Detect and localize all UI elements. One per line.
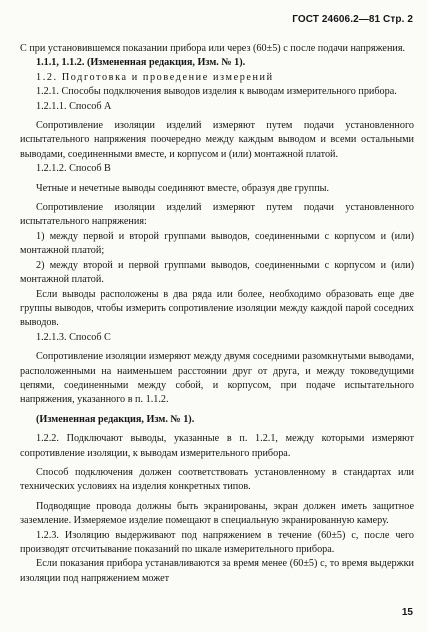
paragraph: Способ подключения должен соответствовать установленному в стандартах или технических условиях на изделия конкретных типов. — [20, 466, 414, 493]
document-body — [20, 42, 414, 586]
paragraph: Если выводы расположены в два ряда или более, необходимо образовать еще две группы выводов, чтобы измерить сопротивление изоляции между каждой парой соседних выводов. — [20, 288, 414, 329]
amendment-note: 1.1.1, 1.1.2. (Измененная редакция, Изм. № 1). — [36, 57, 246, 69]
page-number: 15 — [401, 607, 413, 618]
subsection-heading: 1.2.1.2. Способ В — [36, 163, 111, 175]
amendment-note: (Измененная редакция, Изм. № 1). — [36, 413, 195, 425]
paragraph: 1.2.1. Способы подключения выводов изделия к выводам измерительного прибора. — [36, 86, 397, 98]
subsection-heading: 1.2.1.3. Способ С — [36, 331, 111, 343]
list-item: 2) между второй и первой группами выводов, соединенными с корпусом и (или) монтажной платой. — [20, 259, 414, 286]
paragraph: С при установившемся показании прибора или через (60±5) с после подачи напряжения. — [20, 43, 406, 54]
paragraph: Сопротивление изоляции изделий измеряют путем подачи установленного испытательного напряжения: — [20, 202, 414, 228]
paragraph: Подводящие провода должны быть экранированы, экран должен иметь защитное заземление. Измеряемое изделие помещают в специальную экранированную камеру. — [20, 500, 414, 527]
paragraph: Если показания прибора устанавливаются за время менее (60±5) с, то время выдержки изоляции под напряжением может — [20, 558, 414, 584]
subsection-heading: 1.2.1.1. Способ А — [36, 100, 112, 112]
paragraph: Сопротивление изоляции измеряют между двумя соседними разомкнутыми выводами, расположенными на наименьшем расстоянии друг от друга, и между токоведущими цепями, соединенными между собой, и корпусом, при подаче испытательного напряжения, указанного в п. 1.1.2. — [20, 351, 414, 406]
section-heading: 1.2. Подготовка и проведение измерений — [36, 71, 274, 83]
page-header: ГОСТ 24606.2—81 Стр. 2 — [292, 14, 413, 25]
paragraph: Сопротивление изоляции изделий измеряют путем подачи установленного испытательного напряжения поочередно между каждым выводом и всеми остальными выводами, соединенными вместе, и корпусом и (или) монтажной платой. — [20, 120, 414, 160]
paragraph: 1.2.2. Подключают выводы, указанные в п. 1.2.1, между которыми измеряют сопротивление изоляции, к выводам измерительного прибора. — [20, 433, 414, 459]
paragraph: Четные и нечетные выводы соединяют вместе, образуя две группы. — [36, 182, 330, 194]
list-item: 1) между первой и второй группами выводов, соединенными с корпусом и (или) монтажной платой; — [20, 230, 414, 257]
paragraph: 1.2.3. Изоляцию выдерживают под напряжением в течение (60±5) с, после чего производят отсчитывание показаний по шкале измерительного прибора. — [20, 529, 414, 555]
